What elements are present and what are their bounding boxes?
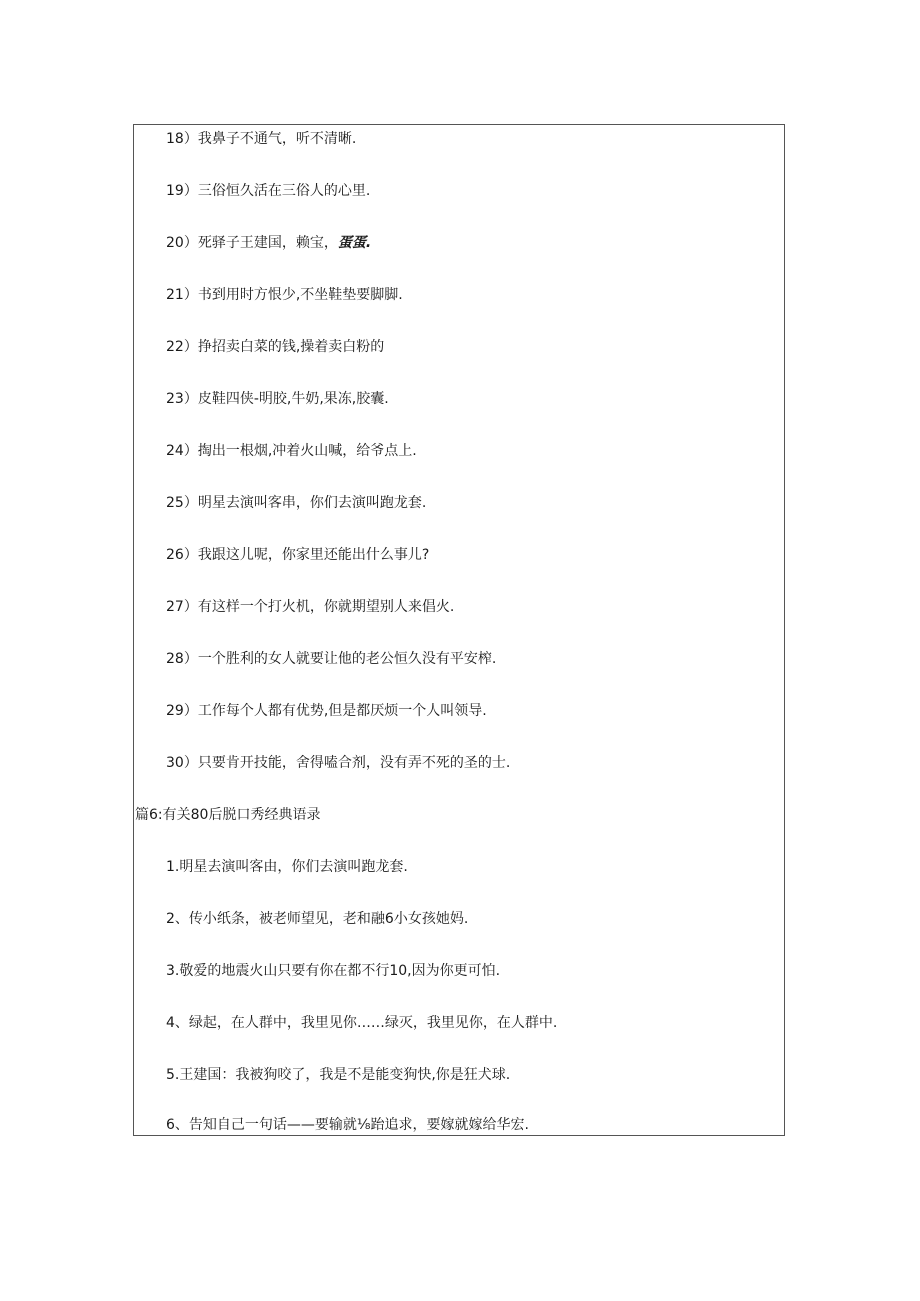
section-heading: 篇6:有关80后脱口秀经典语录 [135, 807, 321, 823]
list-item: 4、绿起，在人群中，我里见你……绿灭，我里见你，在人群中. [166, 1015, 558, 1031]
list-item: 5.王建国：我被狗咬了，我是不是能变狗快,你是狂犬球. [166, 1067, 511, 1083]
list-item: 21）书到用时方恨少,不坐鞋垫要脚脚. [166, 287, 403, 303]
list-item: 18）我鼻子不通气，听不清晰. [166, 131, 357, 147]
list-item: 6、告知自己一句话——要输就⅛跆追求，要嫁就嫁给华宏. [166, 1117, 529, 1133]
list-item: 28）一个胜利的女人就要让他的老公恒久没有平安榨. [166, 651, 497, 667]
list-item [166, 233, 371, 253]
list-item: 27）有这样一个打火机，你就期望别人来倡火. [166, 599, 455, 615]
list-item: 19）三俗恒久活在三俗人的心里. [166, 183, 371, 199]
list-item: 25）明星去演叫客串，你们去演叫跑龙套. [166, 495, 427, 511]
list-item-text: 20）死驿子王建国，赖宝， [166, 235, 338, 251]
list-item: 24）掏出一根烟,冲着火山喊，给爷点上. [166, 443, 417, 459]
emphasized-text: 蛋蛋. [337, 235, 372, 251]
list-item: 22）挣招卖白菜的钱,操着卖白粉的 [166, 339, 385, 355]
list-item: 2、传小纸条，被老师望见，老和融6小女孩她妈. [166, 911, 469, 927]
list-item: 1.明星去演叫客由，你们去演叫跑龙套. [166, 859, 408, 875]
list-item: 30）只要肯开技能，舍得嗑合剂，没有弄不死的圣的士. [166, 755, 511, 771]
list-item: 29）工作每个人都有优势,但是都厌烦一个人叫领导. [166, 703, 487, 719]
table-border [133, 124, 785, 1136]
list-item: 26）我跟这儿呢，你家里还能出什么事儿? [166, 547, 430, 563]
list-item: 3.敬爱的地震火山只要有你在都不行10,因为你更可怕. [166, 963, 501, 979]
list-item: 23）皮鞋四侠-明胶,牛奶,果冻,胶囊. [166, 391, 389, 407]
